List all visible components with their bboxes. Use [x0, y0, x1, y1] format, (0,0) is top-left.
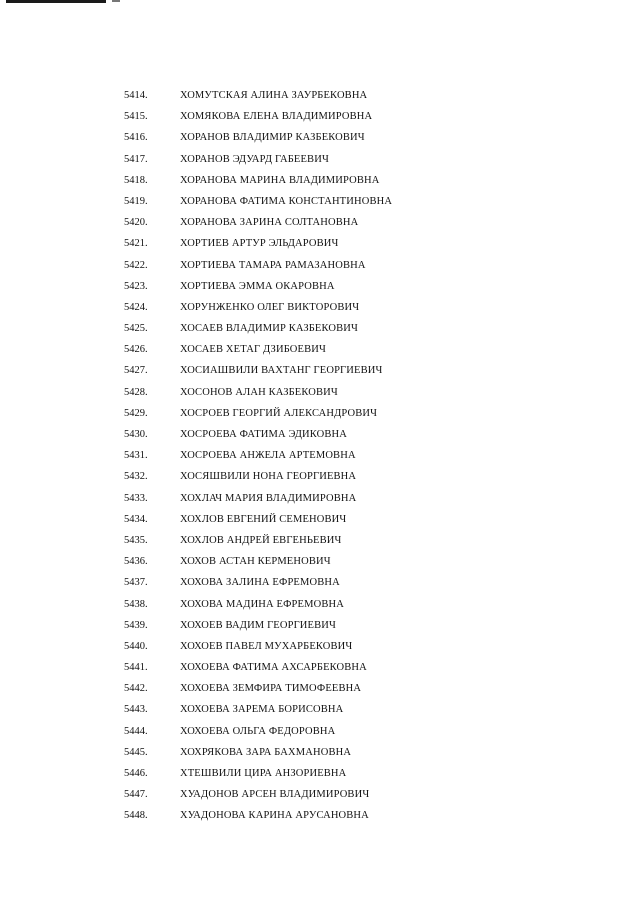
entry-name: ХОХОЕВА ФАТИМА АХСАРБЕКОВНА — [180, 662, 367, 674]
entry-name: ХТЕШВИЛИ ЦИРА АНЗОРИЕВНА — [180, 768, 347, 779]
entry-number: 5418. — [124, 174, 148, 186]
entry-name: ХОХОЕВА ЗАРЕМА БОРИСОВНА — [180, 704, 344, 716]
entry-name: ХОХОЕВА ЗЕМФИРА ТИМОФЕЕВНА — [180, 683, 362, 695]
entry-number: 5423. — [124, 280, 148, 292]
list-item — [0, 636, 640, 657]
entry-number: 5422. — [124, 259, 148, 271]
entry-name: ХОРУНЖЕНКО ОЛЕГ ВИКТОРОВИЧ — [180, 301, 360, 313]
entry-number: 5415. — [124, 111, 148, 123]
entry-name: ХОХОВА ЗАЛИНА ЕФРЕМОВНА — [180, 577, 340, 589]
entry-number: 5419. — [124, 195, 148, 207]
entry-name: ХОХОЕВ ПАВЕЛ МУХАРБЕКОВИЧ — [180, 640, 353, 652]
entry-name: ХОХОВА МАДИНА ЕФРЕМОВНА — [180, 598, 344, 610]
list-item — [0, 106, 640, 127]
entry-name: ХОРАНОВА ФАТИМА КОНСТАНТИНОВНА — [180, 195, 393, 207]
list-item — [0, 318, 640, 339]
entry-number: 5432. — [124, 471, 148, 483]
list-item — [0, 255, 640, 276]
entry-name: ХОСИАШВИЛИ ВАХТАНГ ГЕОРГИЕВИЧ — [180, 365, 383, 377]
list-item — [0, 594, 640, 615]
entry-number: 5420. — [124, 217, 148, 229]
entry-name: ХОХЛОВ ЕВГЕНИЙ СЕМЕНОВИЧ — [180, 513, 347, 525]
entry-name: ХОРАНОВА МАРИНА ВЛАДИМИРОВНА — [180, 174, 380, 186]
entry-name: ХОХРЯКОВА ЗАРА БАХМАНОВНА — [180, 746, 352, 758]
entry-number: 5443. — [124, 704, 148, 716]
list-item — [0, 127, 640, 148]
scan-edge-mark-tail — [112, 0, 120, 2]
list-item — [0, 297, 640, 318]
entry-name: ХОРАНОВ ЭДУАРД ГАБЕЕВИЧ — [180, 153, 329, 165]
entry-number: 5424. — [124, 301, 148, 313]
entry-name: ХОХОЕВА ОЛЬГА ФЕДОРОВНА — [180, 725, 336, 737]
list-item — [0, 233, 640, 254]
entry-name: ХОРТИЕВ АРТУР ЭЛЬДАРОВИЧ — [180, 238, 339, 250]
entry-name: ХОСОНОВ АЛАН КАЗБЕКОВИЧ — [180, 386, 338, 398]
entry-name: ХОМЯКОВА ЕЛЕНА ВЛАДИМИРОВНА — [180, 111, 373, 123]
list-item — [0, 339, 640, 360]
list-item — [0, 657, 640, 678]
entry-number: 5442. — [124, 683, 148, 695]
entry-name: ХОСЯШВИЛИ НОНА ГЕОРГИЕВНА — [180, 471, 357, 483]
entry-name: ХОСАЕВ ХЕТАГ ДЗИБОЕВИЧ — [180, 344, 326, 356]
entry-name: ХОСРОЕВ ГЕОРГИЙ АЛЕКСАНДРОВИЧ — [180, 407, 378, 419]
list-item — [0, 721, 640, 742]
list-item — [0, 615, 640, 636]
list-item — [0, 424, 640, 445]
list-item — [0, 191, 640, 212]
entry-name: ХОРАНОВА ЗАРИНА СОЛТАНОВНА — [180, 217, 359, 229]
entry-number: 5441. — [124, 662, 148, 674]
list-item — [0, 382, 640, 403]
entry-number: 5436. — [124, 556, 148, 568]
entry-number: 5421. — [124, 238, 148, 250]
entry-number: 5430. — [124, 429, 148, 440]
entry-number: 5431. — [124, 450, 148, 462]
entry-name: ХОРТИЕВА ЭММА ОКАРОВНА — [180, 280, 335, 292]
entry-name: ХОРАНОВ ВЛАДИМИР КАЗБЕКОВИЧ — [180, 132, 365, 144]
entry-name: ХОСРОЕВА АНЖЕЛА АРТЕМОВНА — [180, 450, 356, 462]
list-item — [0, 742, 640, 763]
entry-number: 5426. — [124, 344, 148, 356]
entry-name: ХУАДОНОВА КАРИНА АРУСАНОВНА — [180, 810, 369, 822]
entry-number: 5446. — [124, 768, 148, 779]
list-item — [0, 276, 640, 297]
entry-number: 5416. — [124, 132, 148, 144]
list-item — [0, 678, 640, 699]
list-item — [0, 360, 640, 381]
list-item — [0, 488, 640, 509]
list-item — [0, 445, 640, 466]
entry-number: 5417. — [124, 153, 148, 165]
entry-name: ХОХЛОВ АНДРЕЙ ЕВГЕНЬЕВИЧ — [180, 534, 342, 546]
entry-number: 5428. — [124, 386, 148, 398]
list-item — [0, 170, 640, 191]
entry-number: 5444. — [124, 725, 148, 737]
entry-number: 5427. — [124, 365, 148, 377]
entry-number: 5434. — [124, 513, 148, 525]
list-item — [0, 763, 640, 784]
list-item — [0, 784, 640, 805]
list-item — [0, 212, 640, 233]
list-item — [0, 403, 640, 424]
list-item — [0, 530, 640, 551]
entry-number: 5447. — [124, 789, 148, 801]
entry-number: 5435. — [124, 534, 148, 546]
entry-name: ХОСАЕВ ВЛАДИМИР КАЗБЕКОВИЧ — [180, 323, 358, 335]
entry-number: 5414. — [124, 90, 148, 101]
list-item — [0, 805, 640, 826]
list-item — [0, 466, 640, 487]
entry-name: ХУАДОНОВ АРСЕН ВЛАДИМИРОВИЧ — [180, 789, 370, 801]
entry-name: ХОХОВ АСТАН КЕРМЕНОВИЧ — [180, 556, 331, 568]
entry-number: 5433. — [124, 492, 148, 504]
list-item — [0, 699, 640, 720]
entry-number: 5445. — [124, 746, 148, 758]
list-item — [0, 149, 640, 170]
entry-number: 5429. — [124, 407, 148, 419]
entry-number: 5425. — [124, 323, 148, 335]
entry-number: 5438. — [124, 598, 148, 610]
entry-number: 5439. — [124, 619, 148, 631]
entry-name: ХОРТИЕВА ТАМАРА РАМАЗАНОВНА — [180, 259, 366, 271]
entry-number: 5437. — [124, 577, 148, 589]
scan-edge-mark — [6, 0, 106, 3]
entry-name: ХОСРОЕВА ФАТИМА ЭДИКОВНА — [180, 429, 348, 440]
entry-number: 5440. — [124, 640, 148, 652]
entry-name: ХОМУТСКАЯ АЛИНА ЗАУРБЕКОВНА — [180, 90, 368, 101]
list-item — [0, 572, 640, 593]
list-item — [0, 85, 640, 106]
entry-name: ХОХЛАЧ МАРИЯ ВЛАДИМИРОВНА — [180, 492, 357, 504]
list-item — [0, 551, 640, 572]
name-list — [0, 85, 640, 827]
entry-name: ХОХОЕВ ВАДИМ ГЕОРГИЕВИЧ — [180, 619, 336, 631]
entry-number: 5448. — [124, 810, 148, 822]
list-item — [0, 509, 640, 530]
